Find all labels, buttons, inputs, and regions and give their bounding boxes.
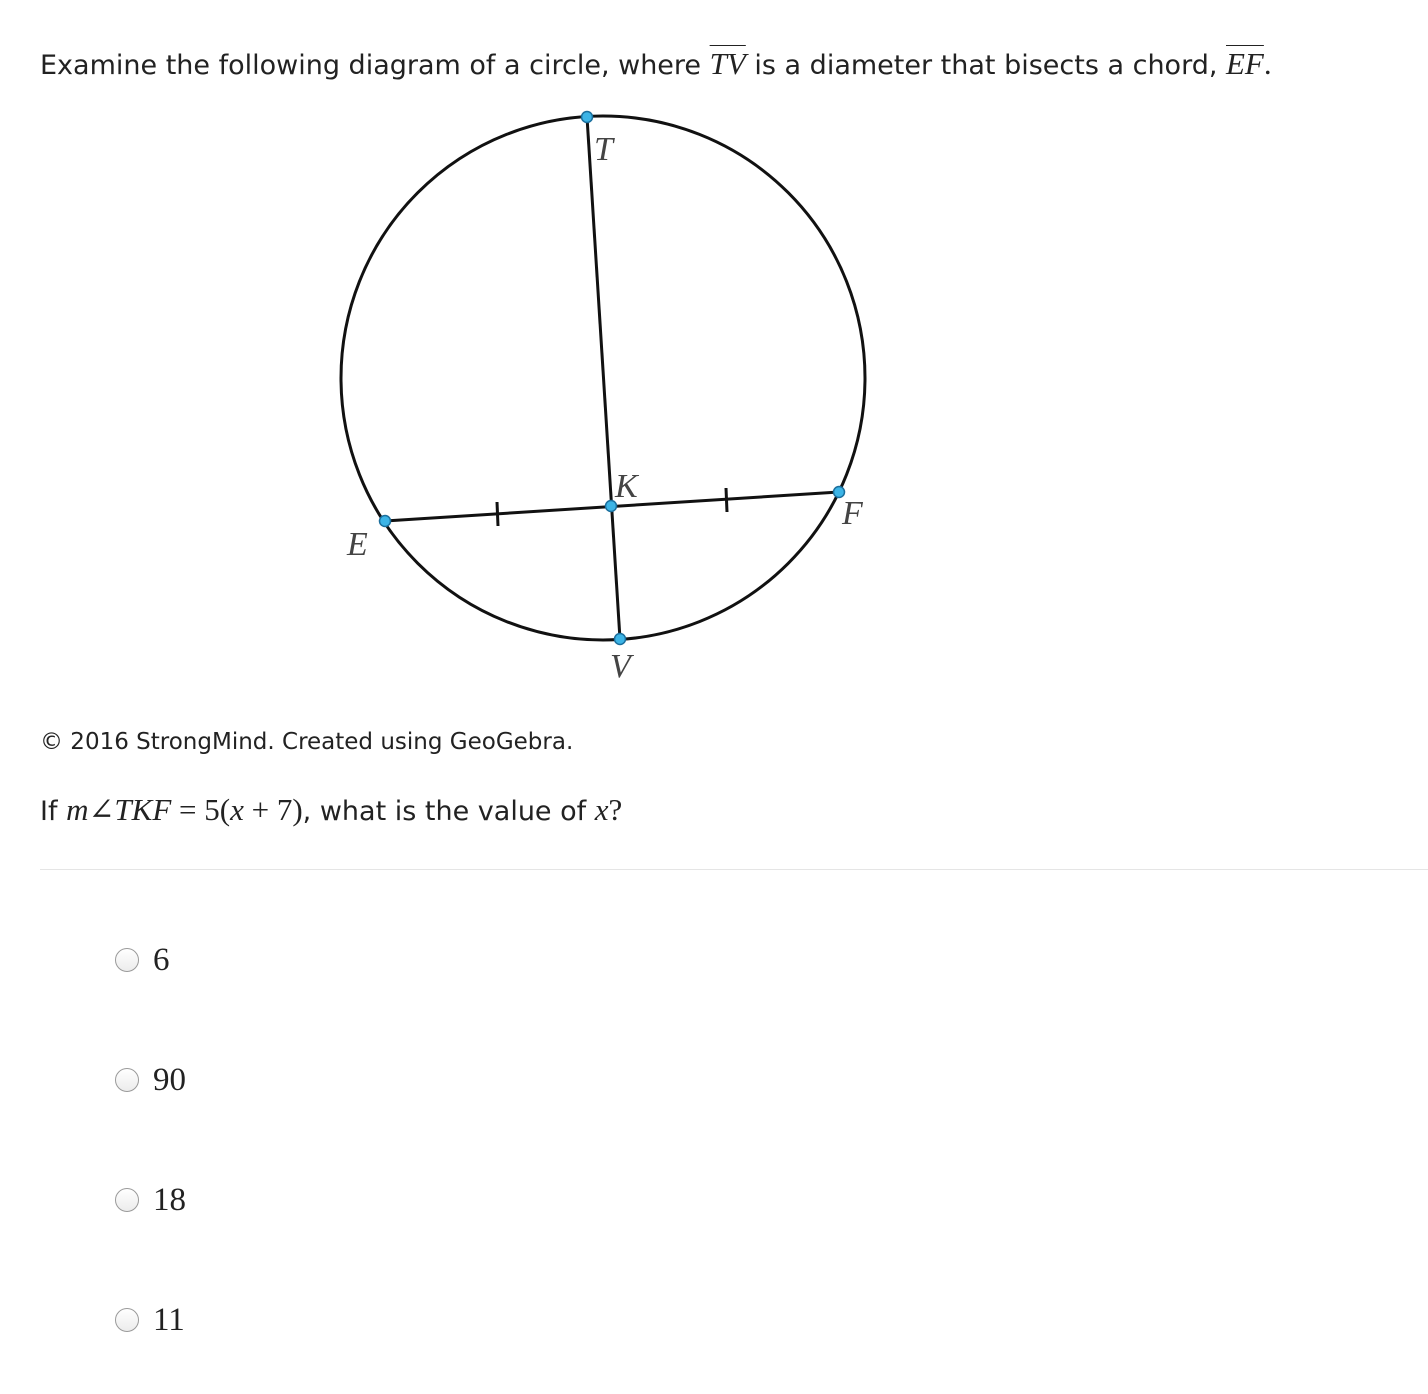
point-t	[582, 112, 593, 123]
diameter-tv-line	[587, 117, 620, 639]
equation-plus: + 7)	[243, 792, 303, 827]
chord-ef: $\overline{EF}$	[1226, 46, 1264, 81]
answer-option-90[interactable]	[115, 1050, 186, 1110]
image-credit: © 2016 StrongMind. Created using GeoGebra.	[40, 729, 574, 755]
question-suffix: , what is the value of	[302, 796, 595, 827]
option-label: 6	[153, 941, 170, 978]
radio-button[interactable]	[115, 1188, 139, 1212]
diameter-tv: $\overline{TV}$	[709, 46, 746, 81]
label-v: V	[610, 648, 631, 685]
radio-button[interactable]	[115, 1308, 139, 1332]
angle-measure: m∠TKF	[66, 792, 172, 827]
tick-mark-ek	[497, 502, 498, 526]
option-label: 11	[153, 1301, 185, 1338]
stem-prefix: Examine the following diagram of a circle, where	[40, 50, 710, 81]
label-k: K	[615, 468, 638, 505]
label-t: T	[594, 131, 613, 168]
circle-diagram	[320, 100, 900, 700]
question-mark: ?	[608, 792, 623, 827]
variable-x: x	[230, 792, 244, 827]
stem-middle: is a diameter that bisects a chord,	[745, 50, 1226, 81]
variable-x-2: x	[594, 792, 609, 827]
answer-option-18[interactable]	[115, 1170, 186, 1230]
divider	[40, 869, 1428, 870]
radio-button[interactable]	[115, 948, 139, 972]
question-prefix: If	[40, 796, 67, 827]
answer-option-11[interactable]	[115, 1290, 185, 1350]
label-e: E	[347, 526, 368, 563]
stem-suffix: .	[1263, 46, 1272, 81]
equation-equals: = 5(	[171, 792, 231, 827]
radio-button[interactable]	[115, 1068, 139, 1092]
question-stem	[40, 40, 1400, 90]
answer-option-6[interactable]	[115, 930, 170, 990]
tick-mark-kf	[726, 488, 727, 512]
label-f: F	[842, 495, 863, 532]
question-text	[40, 785, 622, 837]
option-label: 90	[153, 1061, 186, 1098]
option-label: 18	[153, 1181, 186, 1218]
point-e	[380, 516, 391, 527]
point-v	[615, 634, 626, 645]
